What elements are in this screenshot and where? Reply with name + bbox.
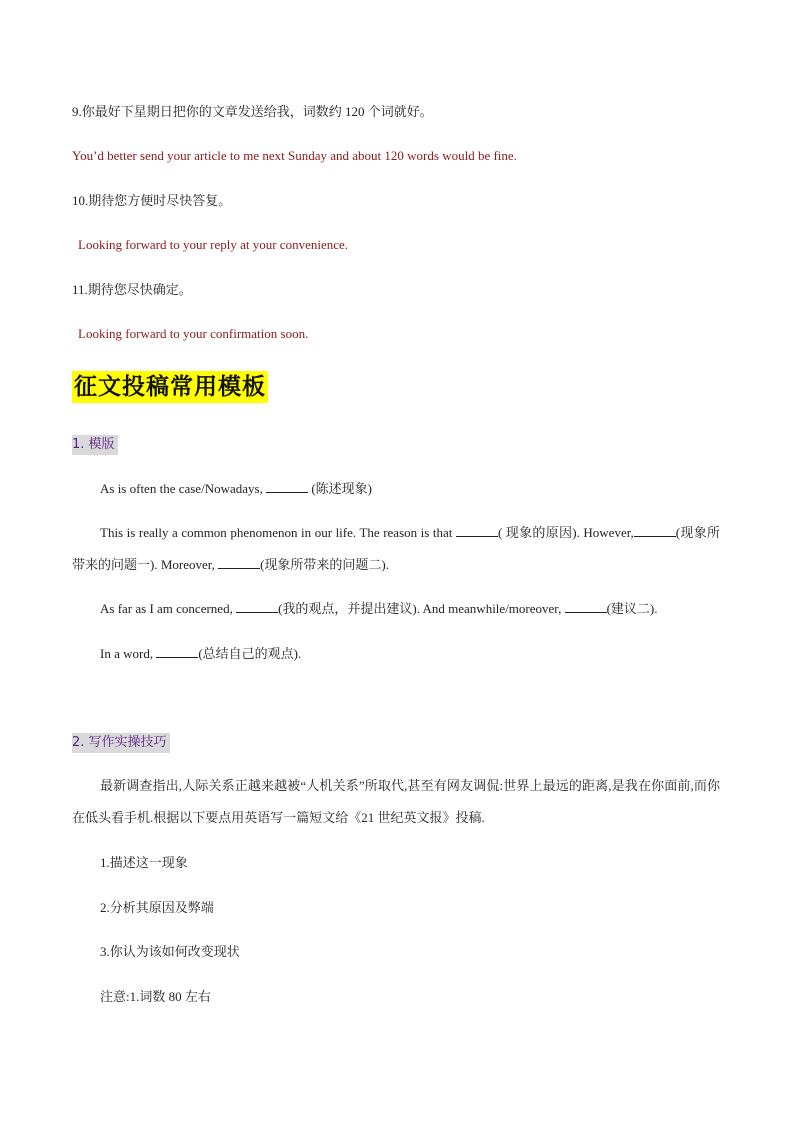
item-11-english: Looking forward to your confirmation soon. [78,326,309,341]
task-intro-text: 最新调查指出,人际关系正越来越被“人机关系”所取代,甚至有网友调侃:世界上最远的距离,是我在你面前,而你在低头看手机.根据以下要点用英语写一篇短文给《21 世纪英文报》投稿. [72,778,720,825]
item-10-chinese: 10.期待您方便时尽快答复。 [72,193,232,208]
template-p3-text-c: (建议二). [606,601,658,616]
fill-blank [218,556,260,569]
task-intro [72,770,720,834]
template-p2-text-d: (现象所带来的问题二). [260,557,389,572]
fill-blank [565,600,607,613]
task-point-1: 1.描述这一现象 [100,855,188,870]
template-p3-text-b: (我的观点，并提出建议). And meanwhile/moreover, [278,601,565,616]
template-p4-text-b: (总结自己的观点). [198,646,302,661]
subsection-2-title: 2. 写作实操技巧 [72,733,170,753]
template-p4-text-a: In a word, [100,646,157,661]
fill-blank [634,524,676,537]
template-p1-text-a: As is often the case/Nowadays, [100,481,267,496]
item-10-english: Looking forward to your reply at your convenience. [78,237,349,252]
fill-blank [266,480,308,493]
task-note: 注意:1.词数 80 左右 [100,989,211,1004]
item-9-english: You’d better send your article to me next Sunday and about 120 words would be fine. [72,148,517,163]
fill-blank [156,645,198,658]
task-point-2: 2.分析其原因及弊端 [100,900,214,915]
item-11-chinese: 11.期待您尽快确定。 [72,282,192,297]
fill-blank [456,524,498,537]
template-p2-text-c: (现象所带来的问题一). Moreover, [72,525,720,572]
template-p1-text-b: (陈述现象) [308,481,372,496]
template-p2-text-a: This is really a common phenomenon in our life. The reason is that [100,525,456,540]
subsection-1-title: 1. 模版 [72,435,118,455]
task-point-3: 3.你认为该如何改变现状 [100,944,240,959]
template-paragraph-2 [72,517,720,581]
item-9-chinese: 9.你最好下星期日把你的文章发送给我，词数约 120 个词就好。 [72,104,433,119]
section-title: 征文投稿常用模板 [72,371,268,403]
template-paragraph-4 [100,645,301,663]
template-p3-text-a: As far as I am concerned, [100,601,237,616]
template-paragraph-1 [100,480,372,498]
fill-blank [236,600,278,613]
template-p2-text-b: ( 现象的原因). However, [497,525,634,540]
template-paragraph-3 [100,600,658,618]
